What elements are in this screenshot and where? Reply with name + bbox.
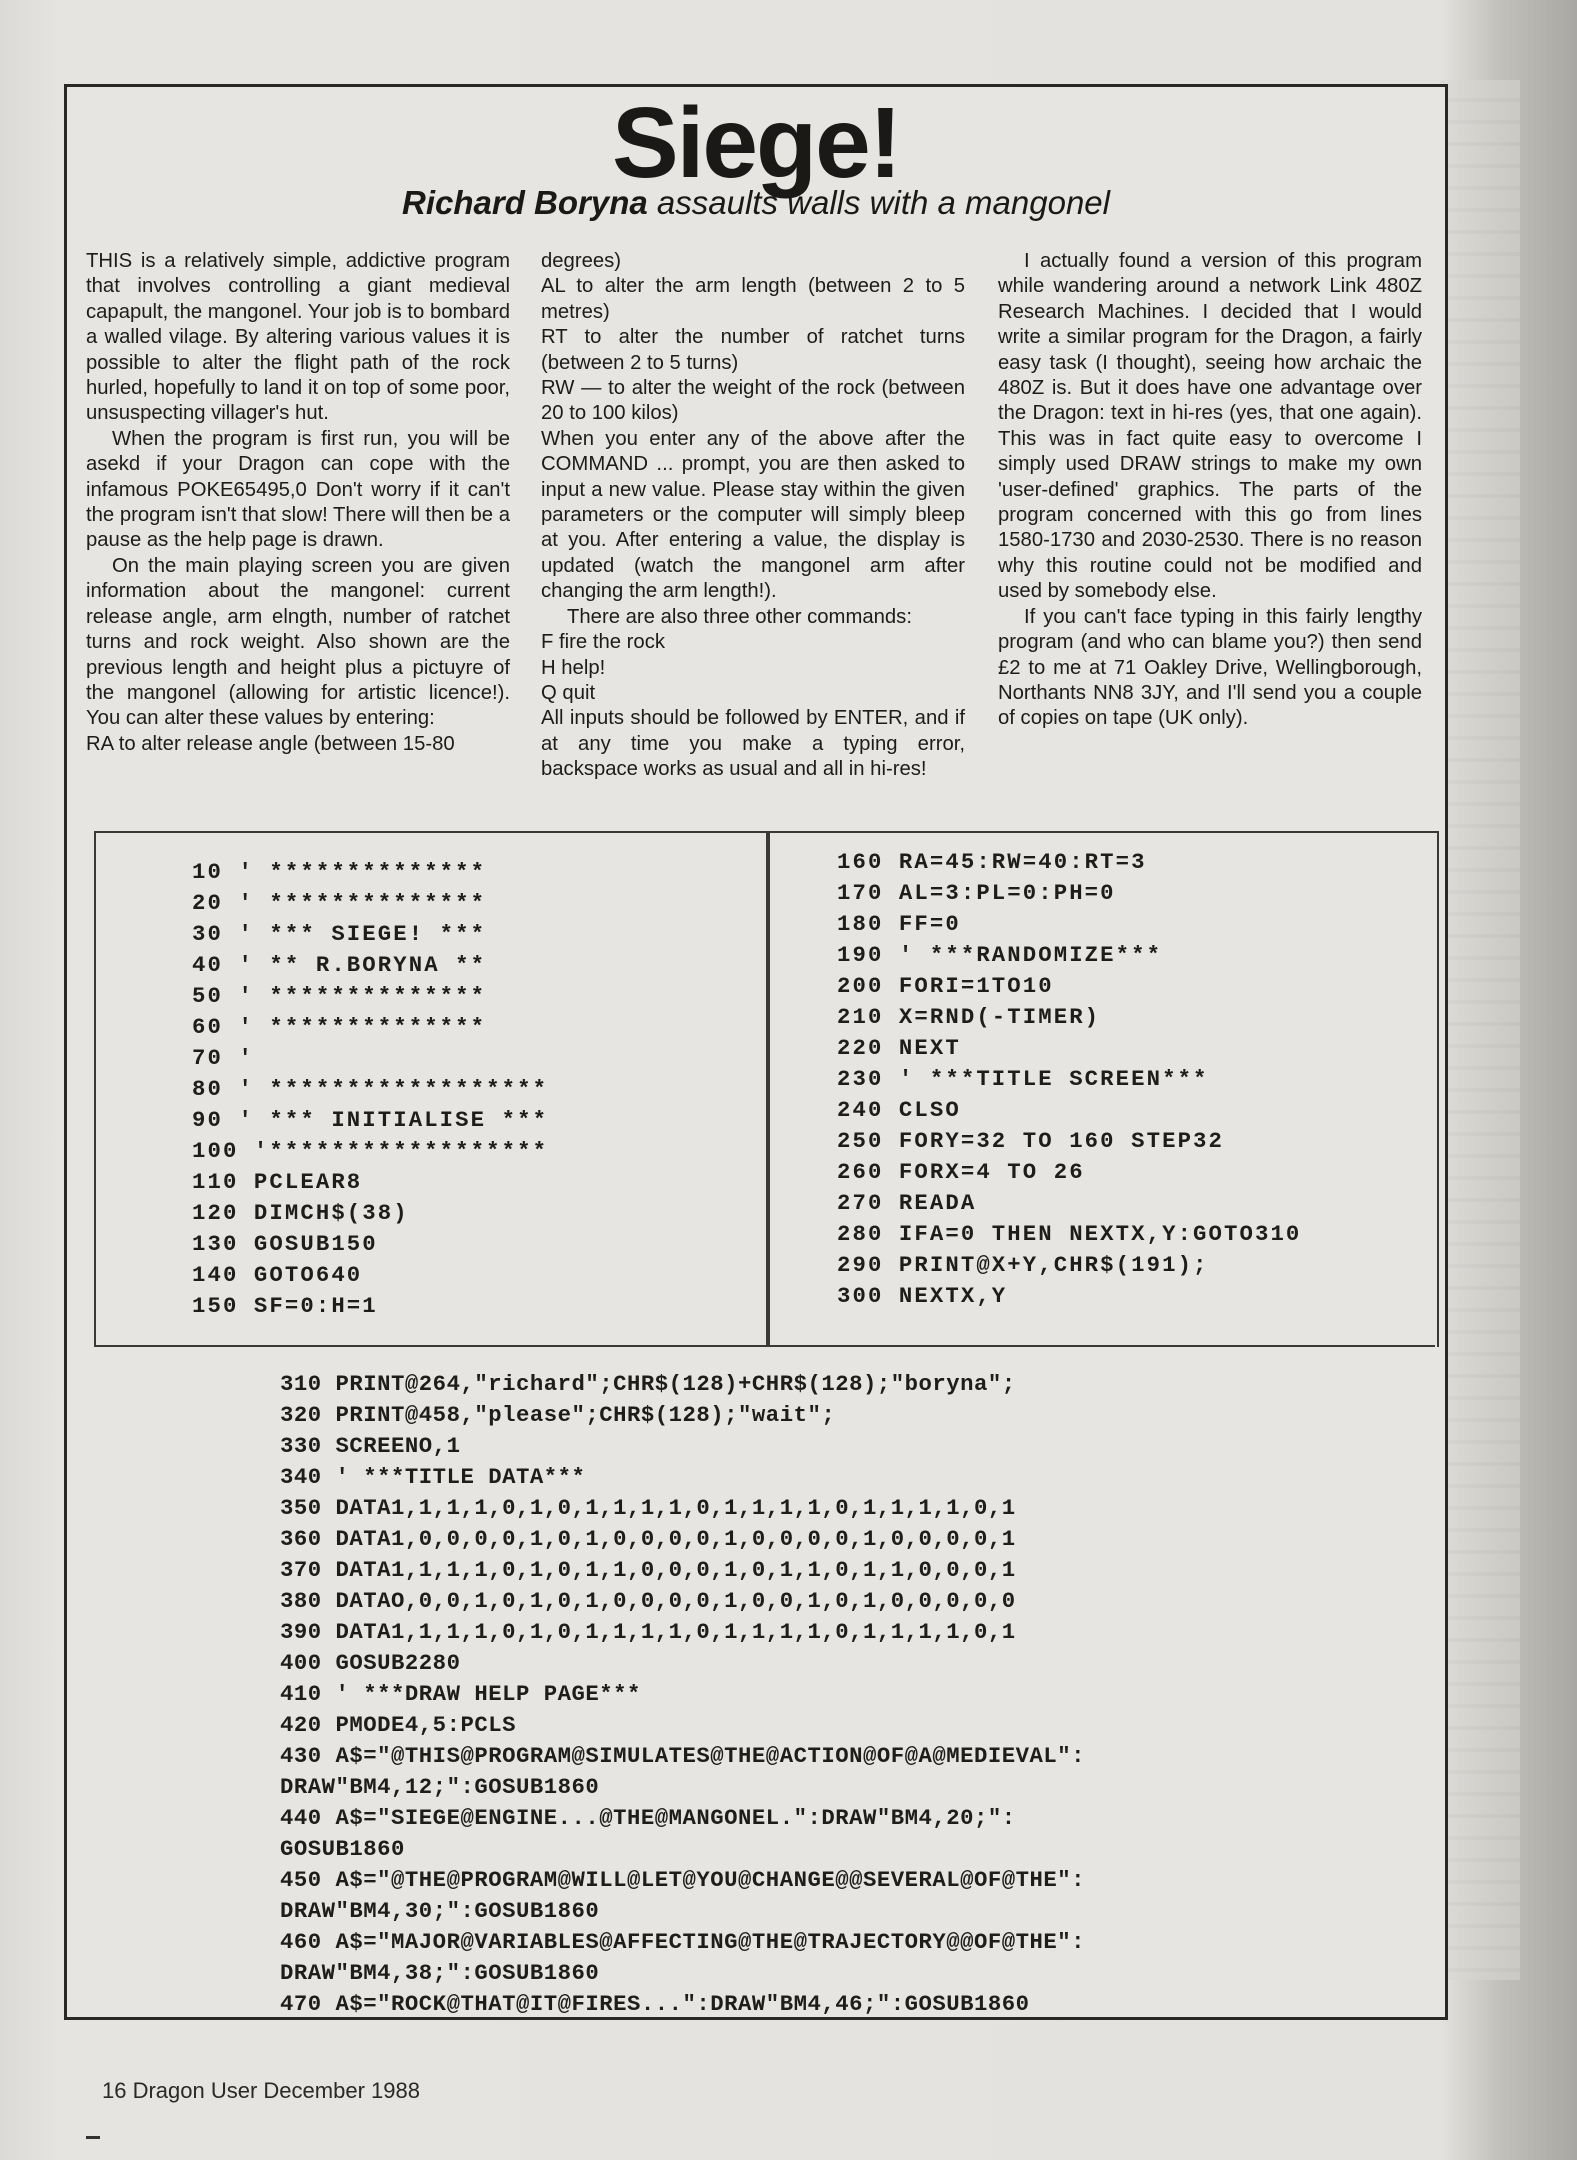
paragraph: RT to alter the number of ratchet turns (between 2 to 5 turns) [541,326,965,374]
code-line: 220 NEXT [837,1035,961,1061]
code-line: 90 ' *** INITIALISE *** [192,1107,549,1133]
code-line: 150 SF=0:H=1 [192,1293,378,1319]
program-listing [94,831,1437,2041]
paragraph: F fire the rock [541,631,665,654]
code-line: 310 PRINT@264,"richard";CHR$(128)+CHR$(128);"boryna"; [280,1371,1016,1397]
paragraph: If you can't face typing in this fairly lengthy program (and who can blame you?) then send £2 to me at 71 Oakley Drive, Wellingborough, Northants NN8 3JY, and I'll send you a couple of copies on tape (UK only). [998,605,1422,730]
code-line: 460 A$="MAJOR@VARIABLES@AFFECTING@THE@TRAJECTORY@@OF@THE": [280,1929,1086,1955]
code-line: 300 NEXTX,Y [837,1283,1008,1309]
code-line: 180 FF=0 [837,911,961,937]
adjacent-page-bleed [1440,80,1520,1980]
code-line: 30 ' *** SIEGE! *** [192,921,487,947]
code-line: 130 GOSUB150 [192,1231,378,1257]
code-line: 100 '****************** [192,1138,549,1164]
paragraph: I actually found a version of this program while wandering around a network Link 480Z Research Machines. I decided that I would write a similar program for the Dragon, a fairly easy task (I thought), seeing how archaic the 480Z is. But it does have one advantage over the Dragon: text in hi-res (yes, that one again). This was in fact quite easy to overcome I simply used DRAW strings to make my own 'user-defined' graphics. The parts of the program concerned with this go from lines 1580-1730 and 2030-2530. There is no reason why this routine could not be modified and used by somebody else. [998,250,1422,603]
code-line: 250 FORY=32 TO 160 STEP32 [837,1128,1225,1154]
paragraph: AL to alter the arm length (between 2 to 5 metres) [541,275,965,323]
listing-box-right [766,831,1439,1347]
paragraph: H help! [541,656,606,679]
code-line: 340 ' ***TITLE DATA*** [280,1464,586,1490]
listing-box-left [94,831,770,1347]
code-line: 80 ' ****************** [192,1076,549,1102]
author-name: Richard Boryna [402,184,648,221]
code-line: 380 DATAO,0,0,1,0,1,0,1,0,0,0,0,1,0,0,1,0,1,0,0,0,0,0 [280,1588,1016,1614]
paragraph: THIS is a relatively simple, addictive program that involves controlling a giant medieval capapult, the mangonel. Your job is to bombard a walled vilage. By altering various values it is possible to alter the flight path of the rock hurled, hopefully to land it on top of some poor, unsuspecting villager's hut. [86,250,510,425]
code-line: 160 RA=45:RW=40:RT=3 [837,849,1147,875]
paragraph: degrees) [541,250,622,272]
margin-mark [86,2136,100,2139]
article-title: Siege! [611,87,901,199]
code-line: 370 DATA1,1,1,1,0,1,0,1,1,0,0,0,1,0,1,1,0,1,1,0,0,0,1 [280,1557,1016,1583]
code-line: 50 ' ************** [192,983,487,1009]
code-line: 440 A$="SIEGE@ENGINE...@THE@MANGONEL.":DRAW"BM4,20;": [280,1805,1016,1831]
listing-box-bottom [94,1345,1435,2043]
code-line: DRAW"BM4,30;":GOSUB1860 [280,1898,600,1924]
article-frame [64,84,1448,2020]
code-line: 20 ' ************** [192,890,487,916]
text-column-1 [86,249,510,757]
paragraph: All inputs should be followed by ENTER, and if at any time you make a typing error, backspace works as usual and all in hi-res! [541,707,965,781]
code-line: 170 AL=3:PL=0:PH=0 [837,880,1116,906]
code-line: 120 DIMCH$(38) [192,1200,409,1226]
code-line: 270 READA [837,1190,977,1216]
code-line: 10 ' ************** [192,859,487,885]
code-line: GOSUB1860 [280,1836,405,1862]
code-bottom [280,1369,1085,2020]
code-left [192,857,548,1322]
code-line: 400 GOSUB2280 [280,1650,461,1676]
paragraph: RW — to alter the weight of the rock (between 20 to 100 kilos) [541,377,965,425]
code-line: 190 ' ***RANDOMIZE*** [837,942,1163,968]
code-line: 330 SCREENO,1 [280,1433,461,1459]
paragraph: RA to alter release angle (between 15-80 [86,732,455,755]
paragraph: When the program is first run, you will be asekd if your Dragon can cope with the infamous POKE65495,0 Don't worry if it can't the program isn't that slow! There will then be a pause as the help page is drawn. [86,427,510,552]
code-line: 290 PRINT@X+Y,CHR$(191); [837,1252,1209,1278]
code-line: 390 DATA1,1,1,1,0,1,0,1,1,1,1,0,1,1,1,1,0,1,1,1,1,0,1 [280,1619,1016,1645]
code-line: 140 GOTO640 [192,1262,363,1288]
code-line: 350 DATA1,1,1,1,0,1,0,1,1,1,1,0,1,1,1,1,0,1,1,1,1,0,1 [280,1495,1016,1521]
code-line: 240 CLSO [837,1097,961,1123]
code-line: 410 ' ***DRAW HELP PAGE*** [280,1681,641,1707]
code-line: 70 ' [192,1045,254,1071]
code-line: 40 ' ** R.BORYNA ** [192,952,487,978]
code-line: 420 PMODE4,5:PCLS [280,1712,516,1738]
page-footer: 16 Dragon User December 1988 [102,2078,420,2103]
text-column-3 [998,249,1422,732]
code-line: 260 FORX=4 TO 26 [837,1159,1085,1185]
code-line: 280 IFA=0 THEN NEXTX,Y:GOTO310 [837,1221,1302,1247]
code-right [837,847,1301,1312]
code-line: 360 DATA1,0,0,0,0,1,0,1,0,0,0,0,1,0,0,0,0,1,0,0,0,0,1 [280,1526,1016,1552]
code-line: 210 X=RND(-TIMER) [837,1004,1101,1030]
paragraph: There are also three other commands: [567,605,912,628]
code-line: DRAW"BM4,12;":GOSUB1860 [280,1774,600,1800]
code-line: 320 PRINT@458,"please";CHR$(128);"wait"; [280,1402,836,1428]
code-line: 110 PCLEAR8 [192,1169,363,1195]
code-line: 470 A$="ROCK@THAT@IT@FIRES...":DRAW"BM4,46;":GOSUB1860 [280,1991,1030,2017]
code-line: 200 FORI=1TO10 [837,973,1054,999]
code-line: 60 ' ************** [192,1014,487,1040]
paragraph: When you enter any of the above after the COMMAND ... prompt, you are then asked to input a new value. Please stay within the given parameters or the computer will simply bleep at you. After entering a value, the display is updated (watch the mangonel arm after changing the arm length!). [541,427,965,603]
code-line: DRAW"BM4,38;":GOSUB1860 [280,1960,600,1986]
paragraph: Q quit [541,681,596,704]
paragraph: On the main playing screen you are given information about the mangonel: current release angle, arm elngth, number of ratchet turns and rock weight. Also shown are the previous length and height plus a pictuyre of the mangonel (allowing for artistic licence!). You can alter these values by entering: [86,554,510,730]
code-line: 430 A$="@THIS@PROGRAM@SIMULATES@THE@ACTION@OF@A@MEDIEVAL": [280,1743,1086,1769]
code-line: 230 ' ***TITLE SCREEN*** [837,1066,1209,1092]
text-column-2 [541,249,965,783]
code-line: 450 A$="@THE@PROGRAM@WILL@LET@YOU@CHANGE@@SEVERAL@OF@THE": [280,1867,1086,1893]
subtitle-text: assaults walls with a mangonel [647,184,1110,221]
article-subtitle [67,183,1445,223]
